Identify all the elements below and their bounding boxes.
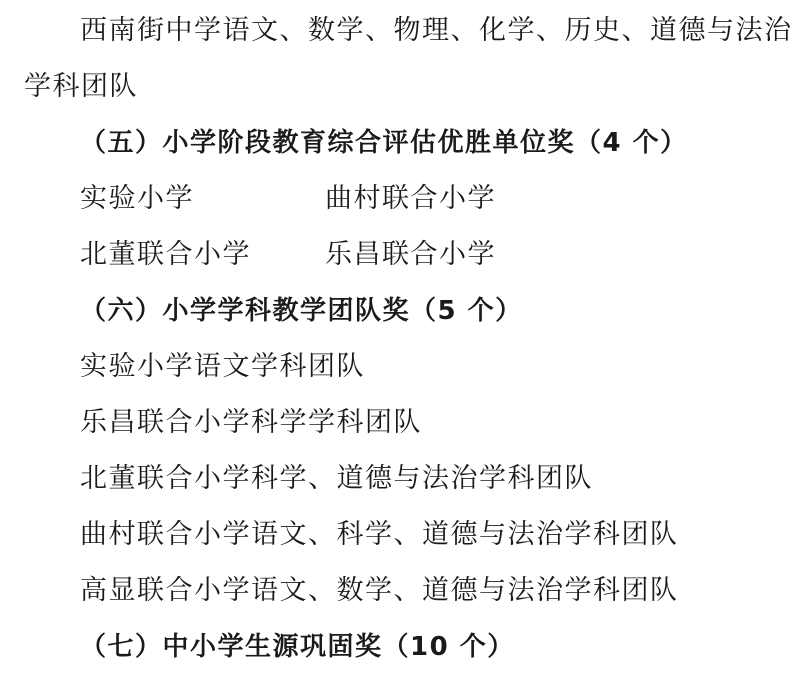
school-name: 实验小学 [80,183,194,214]
list-item: 实验小学语文学科团队 [80,351,365,382]
paragraph-line-1: 西南街中学语文、数学、物理、化学、历史、道德与法治 [80,15,793,46]
paragraph-line-2: 学科团队 [24,71,138,102]
school-name: 北董联合小学 [80,239,251,270]
school-name: 乐昌联合小学 [325,239,496,270]
list-item: 北董联合小学科学、道德与法治学科团队 [80,463,593,494]
section-5-row-2 [0,238,800,272]
section-5-row-1 [0,182,800,216]
list-item: 乐昌联合小学科学学科团队 [80,407,422,438]
section-7-heading: （七）中小学生源巩固奖（10 个） [80,632,515,662]
school-name: 曲村联合小学 [325,183,496,214]
section-6-heading: （六）小学学科教学团队奖（5 个） [80,296,523,326]
list-item: 高显联合小学语文、数学、道德与法治学科团队 [80,575,679,606]
section-5-heading: （五）小学阶段教育综合评估优胜单位奖（4 个） [80,128,688,158]
list-item: 曲村联合小学语文、科学、道德与法治学科团队 [80,519,679,550]
